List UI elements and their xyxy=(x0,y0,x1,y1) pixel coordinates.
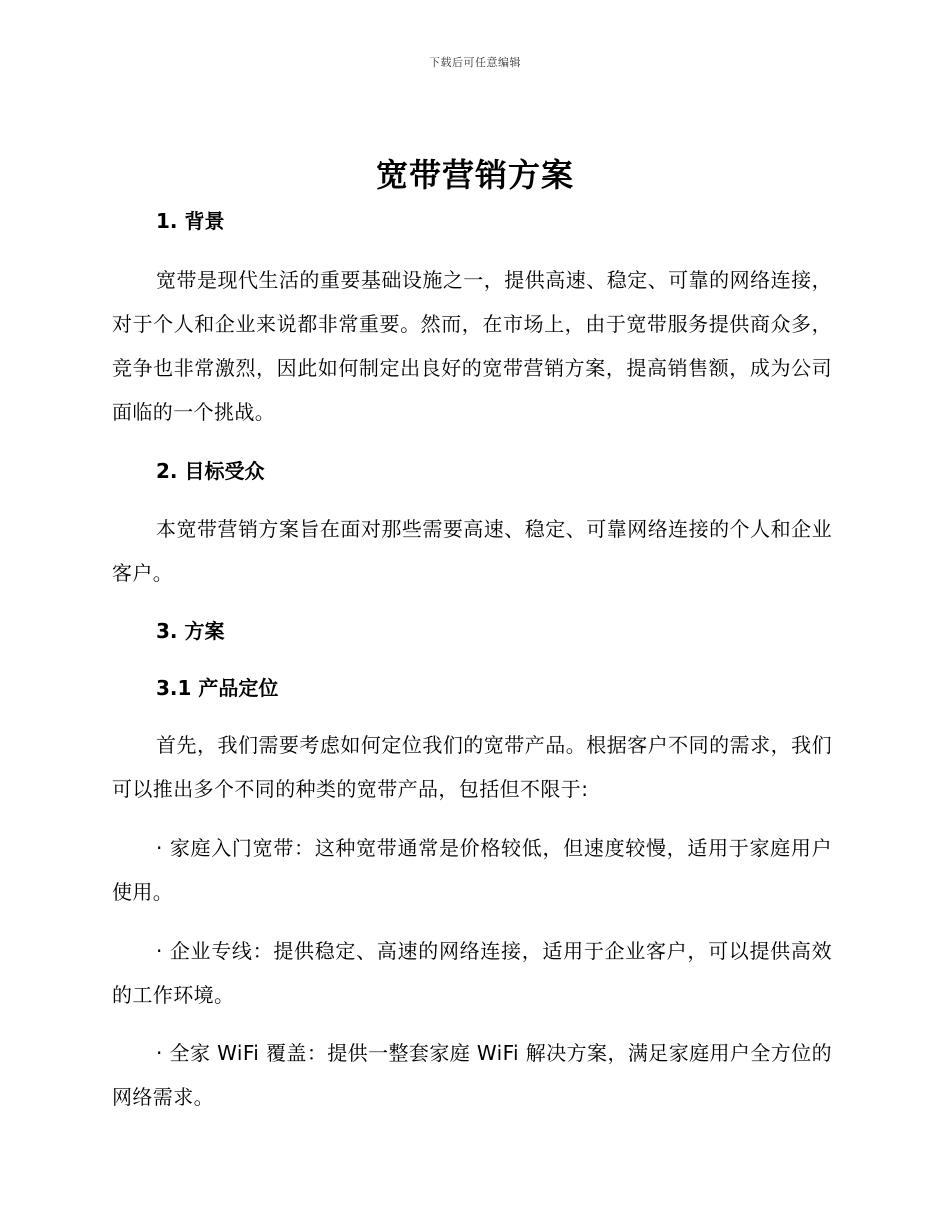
list-item-whole-home-wifi: · 全家 WiFi 覆盖：提供一整套家庭 WiFi 解决方案，满足家庭用户全方位的网络需求。 xyxy=(112,1041,832,1109)
paragraph-background: 宽带是现代生活的重要基础设施之一，提供高速、稳定、可靠的网络连接，对于个人和企业来说都非常重要。然而，在市场上，由于宽带服务提供商众多，竞争也非常激烈，因此如何制定出良好的宽带营销方案，提高销售额，成为公司面临的一个挑战。 xyxy=(112,268,832,424)
section-heading-audience: 2. 目标受众 xyxy=(156,459,265,483)
list-item-home-basic: · 家庭入门宽带：这种宽带通常是价格较低，但速度较慢，适用于家庭用户使用。 xyxy=(112,836,832,904)
paragraph-positioning: 首先，我们需要考虑如何定位我们的宽带产品。根据客户不同的需求，我们可以推出多个不同的种类的宽带产品，包括但不限于: xyxy=(112,733,832,801)
header-note: 下载后可任意编辑 xyxy=(429,56,521,69)
list-item-enterprise-line: · 企业专线：提供稳定、高速的网络连接，适用于企业客户，可以提供高效的工作环境。 xyxy=(112,939,832,1007)
section-heading-plan: 3. 方案 xyxy=(156,619,225,643)
page-title: 宽带营销方案 xyxy=(375,156,574,194)
section-heading-background: 1. 背景 xyxy=(156,209,225,233)
section-heading-positioning: 3.1 产品定位 xyxy=(156,676,279,700)
paragraph-audience: 本宽带营销方案旨在面对那些需要高速、稳定、可靠网络连接的个人和企业客户。 xyxy=(112,517,832,585)
